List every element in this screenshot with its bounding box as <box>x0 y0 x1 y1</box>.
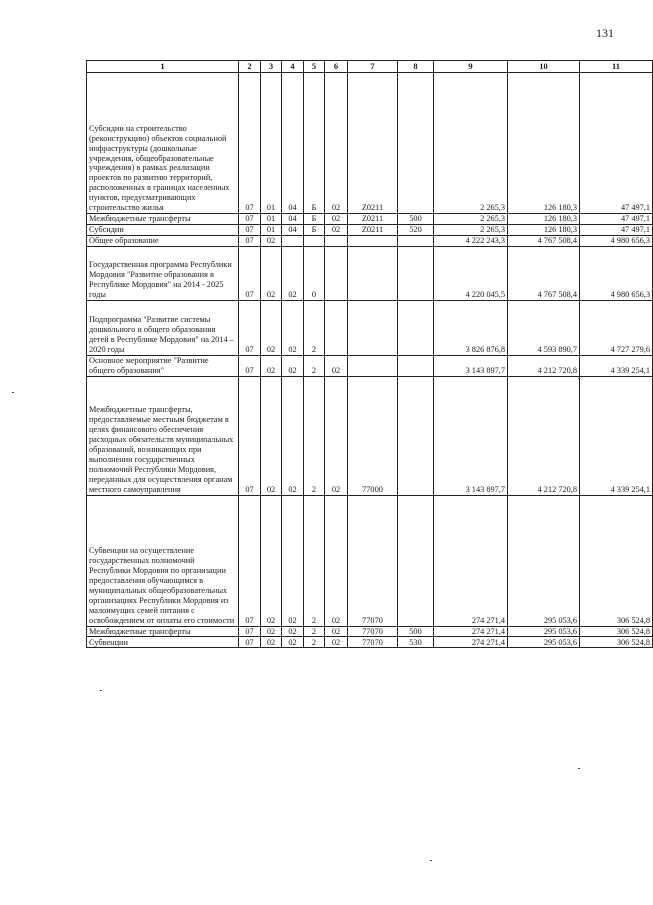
value-cell-9: 3 143 897,7 <box>434 376 508 495</box>
column-header: 8 <box>398 61 434 73</box>
value-cell-4: 02 <box>282 637 304 648</box>
value-cell-2: 07 <box>239 73 261 214</box>
value-cell-11: 4 339 254,1 <box>580 376 653 495</box>
value-cell-7 <box>348 235 398 246</box>
value-cell-6: 02 <box>325 355 348 376</box>
budget-table <box>86 60 653 648</box>
value-cell-10: 126 180,3 <box>508 73 580 214</box>
value-cell-9: 274 271,4 <box>434 637 508 648</box>
value-cell-5: 2 <box>304 495 325 626</box>
value-cell-2: 07 <box>239 235 261 246</box>
value-cell-3: 02 <box>261 626 282 637</box>
value-cell-4: 02 <box>282 300 304 355</box>
value-cell-11: 306 524,8 <box>580 495 653 626</box>
value-cell-4: 02 <box>282 495 304 626</box>
value-cell-5: 2 <box>304 637 325 648</box>
row-name-cell: Основное мероприятие "Развитие общего образования" <box>87 355 239 376</box>
value-cell-8 <box>398 73 434 214</box>
value-cell-7: Z0211 <box>348 73 398 214</box>
value-cell-6: 02 <box>325 637 348 648</box>
value-cell-10: 295 053,6 <box>508 637 580 648</box>
value-cell-6: 02 <box>325 73 348 214</box>
value-cell-8 <box>398 495 434 626</box>
value-cell-11: 306 524,8 <box>580 637 653 648</box>
table-row <box>87 224 653 235</box>
value-cell-9: 4 222 243,3 <box>434 235 508 246</box>
row-name-cell: Субвенции на осуществление государственных полномочий Республики Мордовия по организации предоставления обучающимся в муниципальных общеобразовательных организациях Республики Мордовия из малоимущих семей питания с освобождением от оплаты его стоимости <box>87 495 239 626</box>
value-cell-11: 4 980 656,3 <box>580 246 653 300</box>
column-header: 6 <box>325 61 348 73</box>
value-cell-3: 02 <box>261 355 282 376</box>
value-cell-10: 295 053,6 <box>508 495 580 626</box>
value-cell-5: Б <box>304 224 325 235</box>
value-cell-8: 530 <box>398 637 434 648</box>
value-cell-10: 4 212 720,8 <box>508 376 580 495</box>
table-row <box>87 495 653 626</box>
value-cell-11: 4 980 656,3 <box>580 235 653 246</box>
value-cell-3: 01 <box>261 224 282 235</box>
table-row <box>87 626 653 637</box>
value-cell-7: 77070 <box>348 495 398 626</box>
table-row <box>87 637 653 648</box>
value-cell-2: 07 <box>239 495 261 626</box>
value-cell-7 <box>348 246 398 300</box>
value-cell-3: 02 <box>261 495 282 626</box>
column-header: 5 <box>304 61 325 73</box>
column-header: 4 <box>282 61 304 73</box>
value-cell-5: 0 <box>304 246 325 300</box>
value-cell-3: 02 <box>261 376 282 495</box>
value-cell-5: 2 <box>304 626 325 637</box>
value-cell-3: 02 <box>261 300 282 355</box>
value-cell-2: 07 <box>239 637 261 648</box>
value-cell-4: 04 <box>282 224 304 235</box>
value-cell-5: 2 <box>304 376 325 495</box>
value-cell-9: 274 271,4 <box>434 626 508 637</box>
value-cell-8: 520 <box>398 224 434 235</box>
table-row <box>87 214 653 225</box>
value-cell-11: 4 339 254,1 <box>580 355 653 376</box>
value-cell-4 <box>282 235 304 246</box>
row-name-cell: Государственная программа Республики Мордовия "Развитие образования в Республике Мордовия" на 2014 - 2025 годы <box>87 246 239 300</box>
value-cell-2: 07 <box>239 300 261 355</box>
value-cell-8 <box>398 300 434 355</box>
row-name-cell: Межбюджетные трансферты, предоставляемые местным бюджетам в целях финансового обеспечения расходных обязательств муниципальных образований, возникающих при выполнении государственных полномочий Республики Мордовия, переданных для осуществления органам местного самоуправления <box>87 376 239 495</box>
scan-speck <box>430 860 432 861</box>
value-cell-9: 3 143 897,7 <box>434 355 508 376</box>
value-cell-6: 02 <box>325 224 348 235</box>
table-row <box>87 235 653 246</box>
row-name-cell: Межбюджетные трансферты <box>87 214 239 225</box>
value-cell-11: 47 497,1 <box>580 224 653 235</box>
value-cell-3: 01 <box>261 73 282 214</box>
value-cell-3: 02 <box>261 637 282 648</box>
row-name-cell: Субсидии на строительство (реконструкцию) объектов социальной инфраструктуры (дошкольные учреждения, общеобразовательные учреждения) в рамках реализации проектов по развитию территорий, расположенных в границах населенных пунктов, предусматривающих строительство жилья <box>87 73 239 214</box>
scan-speck <box>12 392 14 393</box>
row-name-cell: Подпрограмма "Развитие системы дошкольного и общего образования детей в Республике Мордовия" на 2014 – 2020 годы <box>87 300 239 355</box>
value-cell-5: 2 <box>304 355 325 376</box>
row-name-cell: Субвенции <box>87 637 239 648</box>
value-cell-8 <box>398 376 434 495</box>
value-cell-5 <box>304 235 325 246</box>
value-cell-6: 02 <box>325 214 348 225</box>
value-cell-11: 47 497,1 <box>580 73 653 214</box>
value-cell-5: Б <box>304 73 325 214</box>
value-cell-7 <box>348 355 398 376</box>
value-cell-4: 02 <box>282 626 304 637</box>
table-row <box>87 355 653 376</box>
row-name-cell: Субсидии <box>87 224 239 235</box>
value-cell-6: 02 <box>325 626 348 637</box>
table-row <box>87 300 653 355</box>
table-header-row <box>87 61 653 73</box>
value-cell-4: 04 <box>282 73 304 214</box>
column-header: 10 <box>508 61 580 73</box>
value-cell-2: 07 <box>239 214 261 225</box>
value-cell-6 <box>325 246 348 300</box>
value-cell-3: 02 <box>261 246 282 300</box>
value-cell-2: 07 <box>239 355 261 376</box>
page-number: 131 <box>596 26 614 40</box>
row-name-cell: Межбюджетные трансферты <box>87 626 239 637</box>
value-cell-7: 77070 <box>348 637 398 648</box>
column-header: 11 <box>580 61 653 73</box>
value-cell-11: 47 497,1 <box>580 214 653 225</box>
value-cell-9: 3 826 876,8 <box>434 300 508 355</box>
value-cell-9: 2 265,3 <box>434 224 508 235</box>
value-cell-4: 02 <box>282 246 304 300</box>
column-header: 2 <box>239 61 261 73</box>
value-cell-10: 126 180,3 <box>508 214 580 225</box>
value-cell-11: 4 727 279,6 <box>580 300 653 355</box>
value-cell-4: 02 <box>282 355 304 376</box>
value-cell-7: 77000 <box>348 376 398 495</box>
value-cell-7: Z0211 <box>348 214 398 225</box>
value-cell-6: 02 <box>325 376 348 495</box>
column-header: 9 <box>434 61 508 73</box>
value-cell-10: 4 767 508,4 <box>508 246 580 300</box>
table-row <box>87 376 653 495</box>
value-cell-3: 02 <box>261 235 282 246</box>
value-cell-8: 500 <box>398 626 434 637</box>
value-cell-4: 04 <box>282 214 304 225</box>
scan-speck <box>578 378 580 379</box>
value-cell-2: 07 <box>239 246 261 300</box>
value-cell-11: 306 524,8 <box>580 626 653 637</box>
value-cell-10: 4 767 508,4 <box>508 235 580 246</box>
scan-speck <box>578 768 580 769</box>
table-row <box>87 246 653 300</box>
value-cell-9: 2 265,3 <box>434 214 508 225</box>
value-cell-5: Б <box>304 214 325 225</box>
value-cell-10: 4 593 890,7 <box>508 300 580 355</box>
value-cell-6: 02 <box>325 495 348 626</box>
table-row <box>87 73 653 214</box>
value-cell-10: 126 180,3 <box>508 224 580 235</box>
value-cell-2: 07 <box>239 224 261 235</box>
value-cell-10: 295 053,6 <box>508 626 580 637</box>
value-cell-2: 07 <box>239 626 261 637</box>
scan-speck <box>100 690 102 691</box>
value-cell-9: 4 220 045,5 <box>434 246 508 300</box>
value-cell-2: 07 <box>239 376 261 495</box>
value-cell-10: 4 212 720,8 <box>508 355 580 376</box>
value-cell-8: 500 <box>398 214 434 225</box>
value-cell-5: 2 <box>304 300 325 355</box>
value-cell-4: 02 <box>282 376 304 495</box>
value-cell-8 <box>398 355 434 376</box>
value-cell-8 <box>398 246 434 300</box>
value-cell-7 <box>348 300 398 355</box>
column-header: 1 <box>87 61 239 73</box>
value-cell-7: Z0211 <box>348 224 398 235</box>
value-cell-3: 01 <box>261 214 282 225</box>
value-cell-9: 2 265,3 <box>434 73 508 214</box>
value-cell-7: 77070 <box>348 626 398 637</box>
column-header: 3 <box>261 61 282 73</box>
column-header: 7 <box>348 61 398 73</box>
value-cell-6 <box>325 235 348 246</box>
value-cell-9: 274 271,4 <box>434 495 508 626</box>
value-cell-8 <box>398 235 434 246</box>
value-cell-6 <box>325 300 348 355</box>
row-name-cell: Общее образование <box>87 235 239 246</box>
